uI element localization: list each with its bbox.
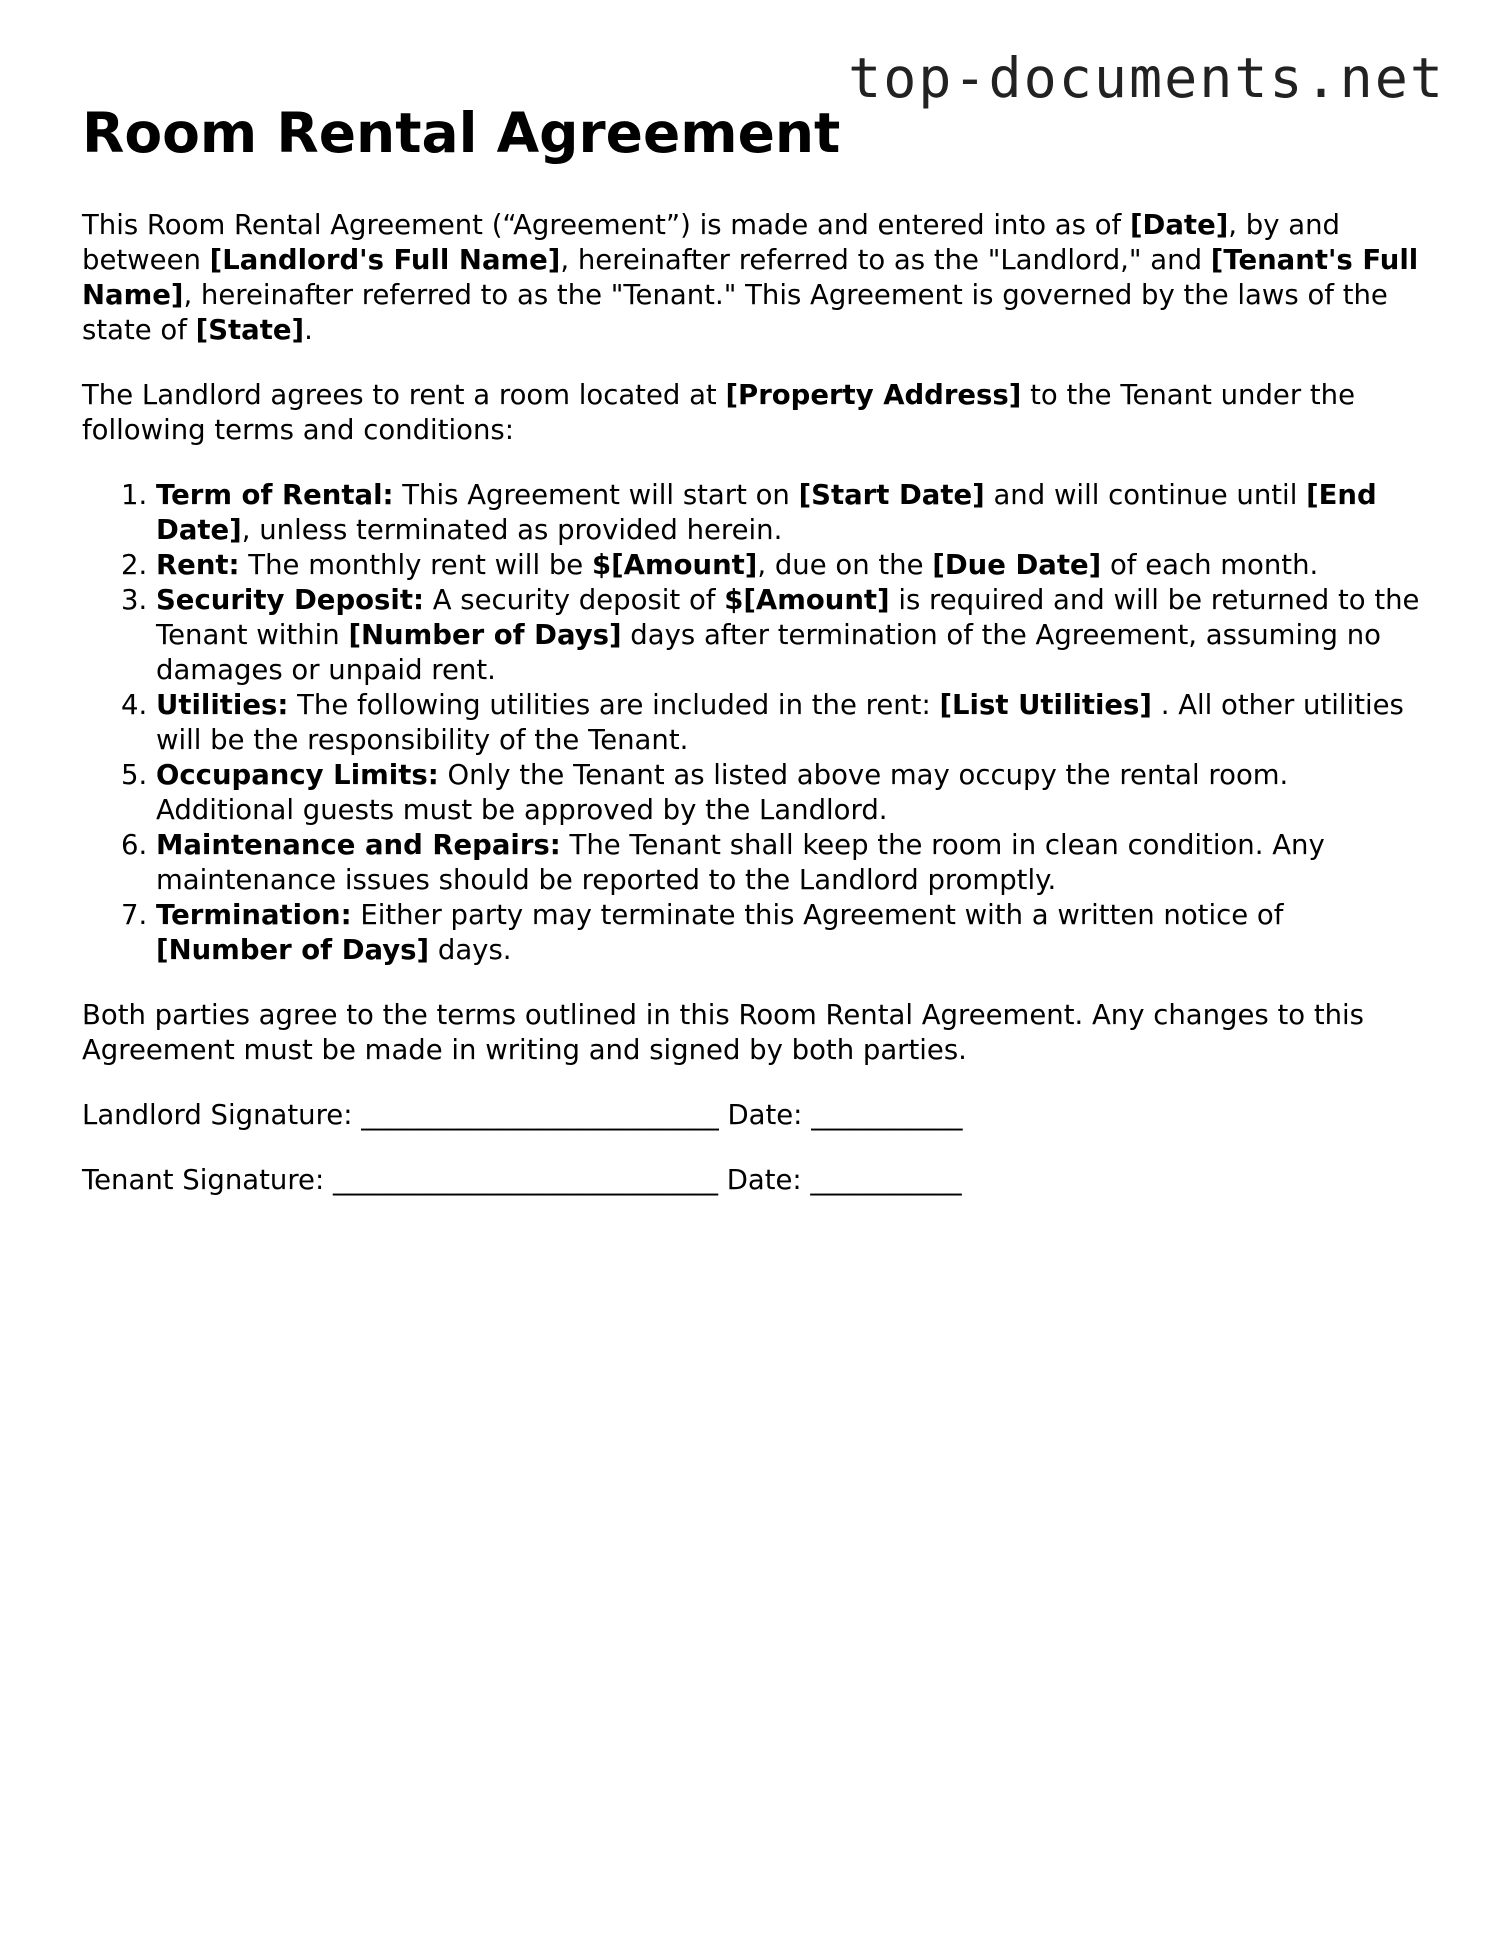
term-text: of each month.: [1101, 549, 1319, 581]
terms-list: [82, 478, 1422, 968]
intro-paragraph: [82, 208, 1422, 348]
intro-text: This Room Rental Agreement (“Agreement”) is made and entered into as of: [82, 209, 1130, 241]
term-occupancy-item: [156, 758, 1422, 828]
intro-text: , hereinafter referred to as the "Tenant." This Agreement is governed by the laws of the state of: [82, 279, 1388, 346]
landlord-signature-line: Landlord Signature: __________________________ Date: ___________: [82, 1099, 963, 1131]
term-text: and will continue until: [984, 479, 1307, 511]
document-page: [82, 100, 1422, 1228]
term-rental-item: [156, 478, 1422, 548]
utilities-placeholder: [List Utilities]: [939, 689, 1152, 721]
term-text: A security deposit of: [423, 584, 725, 616]
term-text: days.: [429, 934, 512, 966]
term-label: Rent:: [156, 549, 240, 581]
watermark: top-documents.net: [848, 46, 1445, 110]
term-text: Only the Tenant as listed above may occupy the rental room. Additional guests must be approved by the Landlord.: [156, 759, 1289, 826]
term-text: is required and will be returned to the Tenant within: [156, 584, 1420, 651]
tenant-name-placeholder: [Tenant's Full Name]: [82, 244, 1419, 311]
term-rent-item: [156, 548, 1422, 583]
number-of-days-placeholder: [Number of Days]: [348, 619, 622, 651]
date-placeholder: [Date]: [1129, 209, 1229, 241]
start-date-placeholder: [Start Date]: [798, 479, 985, 511]
term-text: The following utilities are included in the rent:: [288, 689, 940, 721]
tenant-signature-line: Tenant Signature: ____________________________ Date: ___________: [82, 1164, 962, 1196]
intro-text: , by and between: [82, 209, 1340, 276]
term-text: , due on the: [757, 549, 933, 581]
term-label: Termination:: [156, 899, 352, 931]
term-text: . All other utilities will be the responsibility of the Tenant.: [156, 689, 1404, 756]
intro-text: .: [304, 314, 313, 346]
term-text: This Agreement will start on: [393, 479, 799, 511]
state-placeholder: [State]: [195, 314, 305, 346]
term-label: Occupancy Limits:: [156, 759, 439, 791]
landlord-name-placeholder: [Landlord's Full Name]: [209, 244, 561, 276]
end-date-placeholder: [End Date]: [156, 479, 1377, 546]
term-text: , unless terminated as provided herein.: [241, 514, 783, 546]
term-label: Term of Rental:: [156, 479, 394, 511]
term-label: Maintenance and Repairs:: [156, 829, 561, 861]
amount-placeholder: $[Amount]: [724, 584, 890, 616]
term-text: The Tenant shall keep the room in clean condition. Any maintenance issues should be reported to the Landlord promptly.: [156, 829, 1325, 896]
location-text: The Landlord agrees to rent a room located at: [82, 379, 726, 411]
term-label: Security Deposit:: [156, 584, 424, 616]
term-deposit-item: [156, 583, 1422, 688]
location-text: to the Tenant under the following terms and conditions:: [82, 379, 1356, 446]
due-date-placeholder: [Due Date]: [932, 549, 1102, 581]
term-label: Utilities:: [156, 689, 289, 721]
term-text: The monthly rent will be: [239, 549, 592, 581]
term-utilities-item: [156, 688, 1422, 758]
intro-text: , hereinafter referred to as the "Landlord," and: [560, 244, 1211, 276]
term-maintenance-item: [156, 828, 1422, 898]
amount-placeholder: $[Amount]: [591, 549, 758, 581]
property-address-placeholder: [Property Address]: [725, 379, 1022, 411]
closing-paragraph: Both parties agree to the terms outlined in this Room Rental Agreement. Any changes to this Agreement must be made in writing and signed by both parties.: [82, 999, 1365, 1066]
page-title: Room Rental Agreement: [82, 101, 841, 165]
location-paragraph: [82, 378, 1422, 448]
term-text: days after termination of the Agreement, assuming no damages or unpaid rent.: [156, 619, 1381, 686]
number-of-days-placeholder: [Number of Days]: [156, 934, 430, 966]
term-text: Either party may terminate this Agreement with a written notice of: [351, 899, 1284, 931]
term-termination-item: [156, 898, 1422, 968]
